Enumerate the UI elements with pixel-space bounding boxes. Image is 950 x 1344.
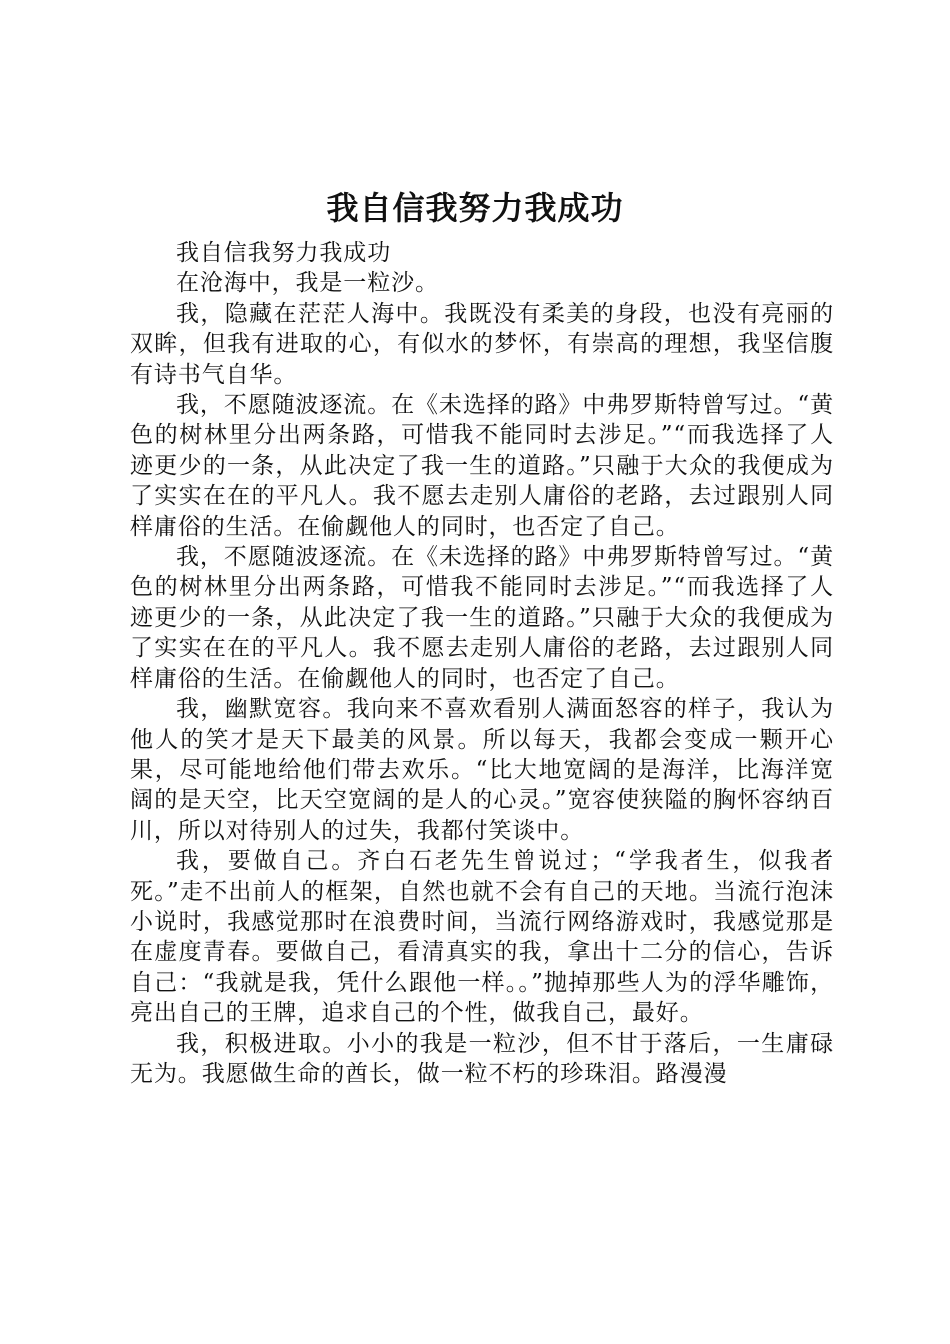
paragraph: 我，隐藏在茫茫人海中。我既没有柔美的身段，也没有亮丽的双眸，但我有进取的心，有似水的梦怀，有崇高的理想，我坚信腹有诗书气自华。 bbox=[130, 300, 834, 388]
paragraph: 在沧海中，我是一粒沙。 bbox=[176, 270, 439, 297]
paragraph: 我，不愿随波逐流。在《未选择的路》中弗罗斯特曾写过。“黄色的树林里分出两条路，可惜我不能同时去涉足。”“而我选择了人迹更少的一条，从此决定了我一生的道路。”只融于大众的我便成为了实实在在的平凡人。我不愿去走别人庸俗的老路，去过跟别人同样庸俗的生活。在偷觑他人的同时，也否定了自己。 bbox=[130, 544, 834, 692]
paragraph: 我，幽默宽容。我向来不喜欢看别人满面怒容的样子，我认为他人的笑才是天下最美的风景。所以每天，我都会变成一颗开心果，尽可能地给他们带去欢乐。“比大地宽阔的是海洋，比海洋宽阔的是天空，比天空宽阔的是人的心灵。”宽容使狭隘的胸怀容纳百川，所以对待别人的过失，我都付笑谈中。 bbox=[130, 696, 834, 844]
paragraph: 我自信我努力我成功 bbox=[176, 240, 392, 266]
paragraph: 我，要做自己。齐白石老先生曾说过；“学我者生，似我者死。”走不出前人的框架，自然也就不会有自己的天地。当流行泡沫小说时，我感觉那时在浪费时间，当流行网络游戏时，我感觉那是在虚度青春。要做自己，看清真实的我，拿出十二分的信心，告诉自己：“我就是我，凭什么跟他一样。。”抛掉那些人为的浮华雕饰，亮出自己的王牌，追求自己的个性，做我自己，最好。 bbox=[130, 848, 834, 1027]
paragraph: 我，不愿随波逐流。在《未选择的路》中弗罗斯特曾写过。“黄色的树林里分出两条路，可惜我不能同时去涉足。”“而我选择了人迹更少的一条，从此决定了我一生的道路。”只融于大众的我便成为了实实在在的平凡人。我不愿去走别人庸俗的老路，去过跟别人同样庸俗的生活。在偷觑他人的同时，也否定了自己。 bbox=[130, 392, 834, 540]
document-body bbox=[130, 238, 834, 1089]
document-title: 我自信我努力我成功 bbox=[326, 189, 624, 227]
paragraph: 我，积极进取。小小的我是一粒沙，但不甘于落后，一生庸碌无为。我愿做生命的酋长，做一粒不朽的珍珠泪。路漫漫 bbox=[130, 1030, 834, 1087]
